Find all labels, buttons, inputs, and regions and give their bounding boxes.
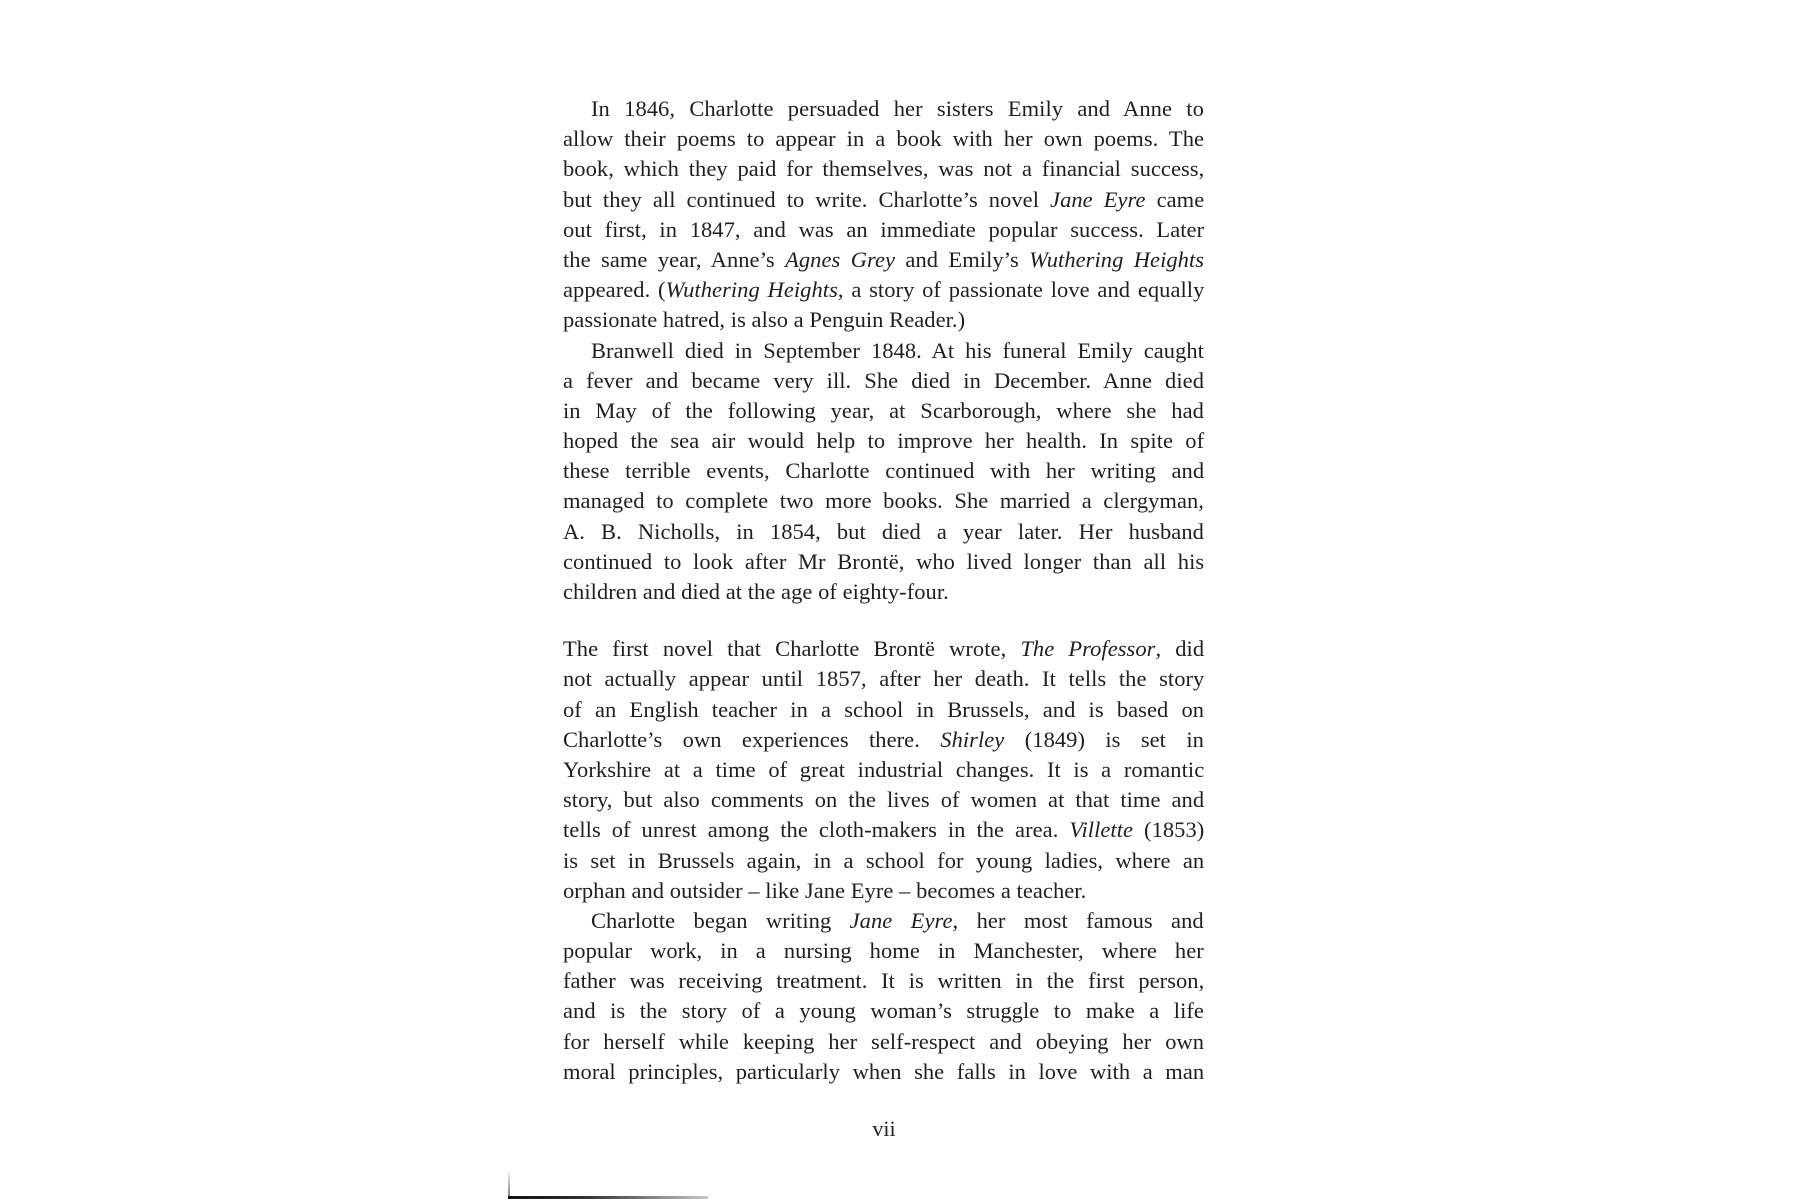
text-run: Charlotte began writing [591, 907, 850, 933]
text-run: children and died at the age of eighty-four. [563, 579, 949, 604]
text-run: allow their poems to appear in a book with her own poems. The [563, 126, 1205, 152]
italic-title: Villette [1069, 817, 1134, 843]
text-run: appeared. ( [563, 277, 666, 303]
text-line [563, 815, 1205, 845]
text-run: for herself while keeping her self-respect and obeying her own [563, 1028, 1205, 1054]
text-line [563, 725, 1204, 755]
paragraph [563, 94, 1205, 336]
text-run: managed to complete two more books. She married a clergyman, [563, 488, 1204, 514]
text-run: these terrible events, Charlotte continued with her writing and [563, 458, 1205, 484]
text-line [563, 94, 1204, 124]
text-line [563, 936, 1204, 966]
text-run: of an English teacher in a school in Brussels, and is based on [563, 696, 1205, 722]
text-run: Charlotte’s own experiences there. [563, 726, 941, 752]
text-run: (1849) is set in [1004, 726, 1204, 752]
text-run: book, which they paid for themselves, was not a financial success, [563, 156, 1205, 182]
text-run: orphan and outsider – like Jane Eyre – becomes a teacher. [563, 877, 1087, 903]
text-run: A. B. Nicholls, in 1854, but died a year later. Her husband [563, 518, 1204, 544]
text-run: tells of unrest among the cloth-makers in the area. [563, 817, 1070, 843]
text-line [563, 426, 1205, 456]
page-number: vii [872, 1116, 896, 1141]
text-line [563, 185, 1205, 215]
text-line [563, 305, 1201, 335]
text-run: but they all continued to write. Charlotte’s novel [563, 186, 1051, 212]
text-run: Yorkshire at a time of great industrial changes. It is a romantic [563, 756, 1205, 782]
text-line [563, 486, 1204, 516]
text-line [563, 245, 1205, 275]
text-line [563, 695, 1205, 725]
text-line [563, 846, 1205, 876]
italic-title: Jane Eyre [849, 907, 953, 933]
text-line [563, 1057, 1205, 1087]
text-run: story, but also comments on the lives of women at that time and [563, 787, 1205, 813]
italic-title: The Professor [1020, 636, 1156, 662]
text-run: continued to look after Mr Brontë, who lived longer than all his [563, 548, 1205, 574]
text-run: father was receiving treatment. It is written in the first person, [563, 968, 1205, 994]
text-line [563, 996, 1204, 1026]
italic-title: Shirley [940, 726, 1005, 752]
text-run: the same year, Anne’s [563, 246, 786, 272]
text-run: out first, in 1847, and was an immediate popular success. Later [563, 216, 1205, 242]
text-run: a fever and became very ill. She died in December. Anne died [563, 367, 1204, 393]
text-line [563, 336, 1204, 366]
text-run: is set in Brussels again, in a school for young ladies, where an [563, 847, 1205, 873]
text-line [563, 366, 1204, 396]
text-line [563, 396, 1204, 426]
text-run: The first novel that Charlotte Brontë wrote, [563, 636, 1021, 662]
text-line [563, 577, 1201, 607]
text-run: passionate hatred, is also a Penguin Reader.) [563, 307, 966, 333]
text-run: , did [1155, 636, 1205, 662]
text-run: in May of the following year, at Scarborough, where she had [563, 397, 1204, 423]
text-line [563, 517, 1204, 547]
paragraph [563, 906, 1205, 1087]
text-run: hoped the sea air would help to improve her health. In spite of [563, 428, 1205, 454]
text-line [563, 547, 1205, 577]
text-run: and Emily’s [895, 246, 1030, 272]
italic-title: Jane Eyre [1050, 186, 1146, 212]
italic-title: Wuthering Heights [665, 277, 838, 303]
text-line [563, 906, 1204, 936]
text-run: popular work, in a nursing home in Manchester, where her [563, 938, 1204, 964]
text-run: moral principles, particularly when she falls in love with a man [563, 1058, 1205, 1084]
paragraph [563, 634, 1205, 906]
italic-title: Wuthering Heights [1029, 246, 1205, 272]
text-line [563, 785, 1205, 815]
text-run: , a story of passionate love and equally [837, 277, 1205, 303]
italic-title: Agnes Grey [785, 246, 896, 272]
text-line [563, 1027, 1205, 1057]
text-line [563, 755, 1205, 785]
text-run: came [1145, 186, 1205, 212]
text-line [563, 124, 1205, 154]
paragraph [563, 336, 1205, 608]
text-line [563, 634, 1205, 664]
text-run: , her most famous and [952, 907, 1204, 933]
text-line [563, 275, 1205, 305]
text-line [563, 154, 1205, 184]
text-run: In 1846, Charlotte persuaded her sisters Emily and Anne to [591, 96, 1204, 121]
text-run: (1853) [1133, 817, 1205, 843]
page-edge-shadow [508, 1172, 510, 1198]
text-run: Branwell died in September 1848. At his funeral Emily caught [591, 337, 1204, 363]
page-edge-line [508, 1196, 708, 1199]
text-line [563, 966, 1205, 996]
body-text [563, 94, 1205, 1087]
text-line [563, 456, 1205, 486]
text-run: not actually appear until 1857, after her death. It tells the story [563, 666, 1205, 692]
text-run: and is the story of a young woman’s struggle to make a life [563, 998, 1204, 1024]
text-line [563, 664, 1205, 694]
text-line [563, 215, 1205, 245]
text-line [563, 876, 1201, 906]
